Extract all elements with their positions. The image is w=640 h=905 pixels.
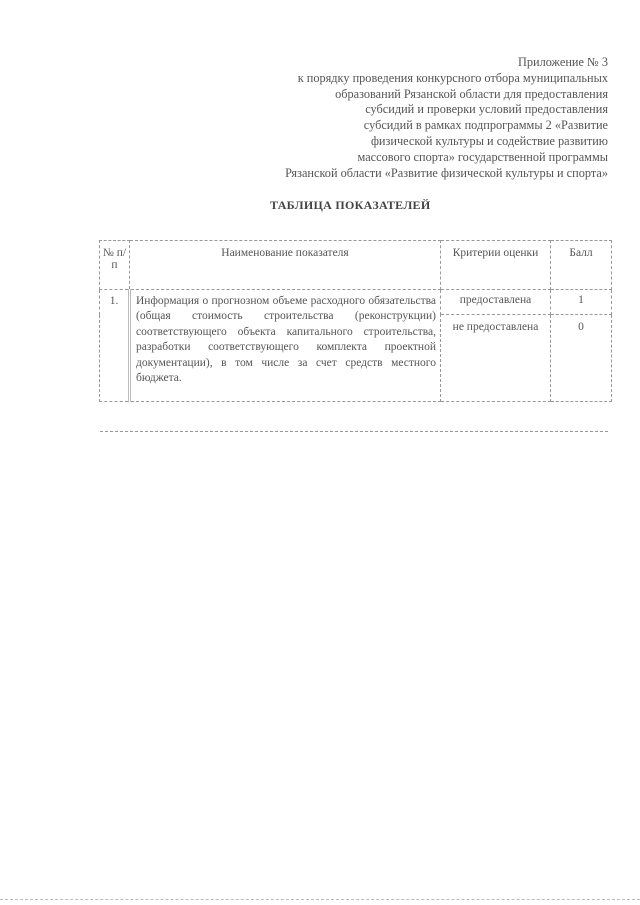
row-name: Информация о прогнозном объеме расходного обязательства (общая стоимость строительства (реконструкции) соответствующего объекта капитального строительства, разработки соответствующего комплекта проектной документации), в том числе за счет средств местного бюджета.	[130, 290, 441, 402]
criteria-score: 0	[551, 315, 612, 402]
header-line: к порядку проведения конкурсного отбора муниципальных	[297, 70, 608, 85]
header-line: Приложение № 3	[517, 55, 608, 69]
criteria-score: 1	[551, 290, 612, 315]
criteria-label: не предоставлена	[441, 315, 551, 402]
criteria-label: предоставлена	[441, 290, 551, 315]
table-row	[100, 290, 612, 315]
header-line: субсидий и проверки условий предоставления	[365, 102, 608, 117]
header-line: Рязанской области «Развитие физической культуры и спорта»	[285, 165, 608, 180]
header-line: массового спорта» государственной программы	[357, 149, 608, 164]
header-line: физической культуры и содействие развитию	[370, 133, 608, 148]
page-bottom-edge	[0, 899, 640, 900]
header-line: субсидий в рамках подпрограммы 2 «Развитие	[363, 118, 608, 133]
separator-line	[100, 431, 608, 432]
row-num: 1.	[100, 290, 130, 402]
header-num: № п/п	[100, 241, 130, 290]
header-line: образований Рязанской области для предоставления	[335, 86, 608, 101]
appendix-header	[285, 55, 608, 181]
document-title: ТАБЛИЦА ПОКАЗАТЕЛЕЙ	[270, 198, 431, 212]
header-criteria: Критерии оценки	[441, 241, 551, 290]
header-score: Балл	[551, 241, 612, 290]
table-header-row	[100, 241, 612, 290]
indicators-table	[99, 240, 612, 402]
header-name: Наименование показателя	[130, 241, 441, 290]
